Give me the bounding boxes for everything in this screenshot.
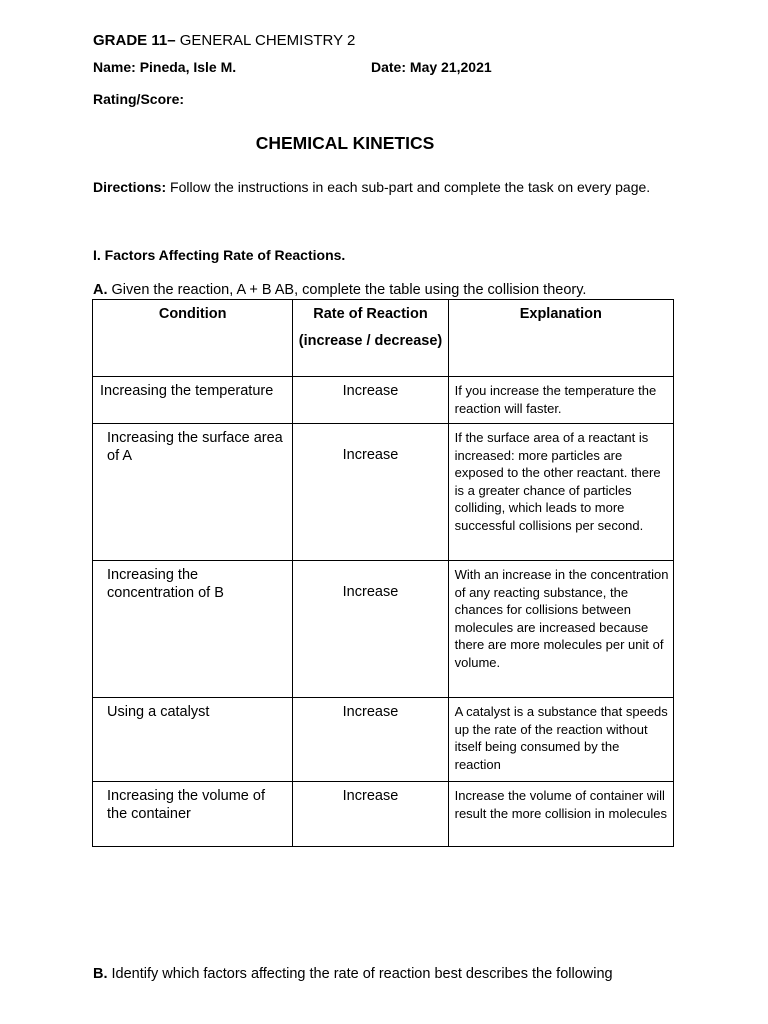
header-condition: Condition <box>93 300 293 377</box>
header-rate-title: Rate of Reaction <box>313 306 428 322</box>
row-rate: Increase <box>293 782 448 847</box>
row-condition: Using a catalyst <box>93 698 293 782</box>
header-explanation: Explanation <box>448 300 673 377</box>
date-line <box>371 59 492 76</box>
row-rate: Increase <box>293 424 448 561</box>
header-grade-subject <box>93 32 355 49</box>
row-condition: Increasing the surface area of A <box>93 424 293 561</box>
row-explanation: With an increase in the concentration of any reacting substance, the chances for collisions between molecules are increased because there are more molecules per unit of volume. <box>448 561 673 698</box>
row-rate: Increase <box>293 377 448 424</box>
part-a-label: A. <box>93 282 108 298</box>
rating-label: Rating/Score: <box>93 91 185 107</box>
row-explanation: A catalyst is a substance that speeds up the rate of the reaction without itself being consumed by the reaction <box>448 698 673 782</box>
name-line <box>93 59 236 76</box>
table-row <box>93 561 674 698</box>
table-row <box>93 424 674 561</box>
part-a-instruction <box>93 282 586 299</box>
table-row <box>93 782 674 847</box>
part-b-text: Identify which factors affecting the rate of reaction best describes the following <box>107 966 613 982</box>
header-rate-sub: (increase / decrease) <box>298 332 443 349</box>
row-condition: Increasing the temperature <box>93 377 293 424</box>
table-header-row <box>93 300 674 377</box>
header-rate <box>293 300 448 377</box>
row-explanation: If you increase the temperature the reaction will faster. <box>448 377 673 424</box>
date-label: Date: <box>371 59 410 75</box>
part-b-instruction <box>93 966 613 983</box>
grade-label: GRADE 11– <box>93 32 176 49</box>
page-title: CHEMICAL KINETICS <box>255 133 435 153</box>
subject-label: GENERAL CHEMISTRY 2 <box>175 32 356 49</box>
part-b-label: B. <box>93 966 108 982</box>
name-label: Name: <box>93 59 140 75</box>
directions <box>93 179 693 196</box>
row-explanation: If the surface area of a reactant is increased: more particles are exposed to the other reactant. there is a greater chance of particles colliding, which leads to more successful collisions per second. <box>448 424 673 561</box>
table-row <box>93 698 674 782</box>
section-1-title: I. Factors Affecting Rate of Reactions. <box>93 247 346 263</box>
part-a-text: Given the reaction, A + B AB, complete the table using the collision theory. <box>107 282 587 298</box>
name-value: Pineda, Isle M. <box>139 59 237 75</box>
directions-text: Follow the instructions in each sub-part and complete the task on every page. <box>166 179 651 195</box>
directions-label: Directions: <box>93 179 167 195</box>
row-explanation: Increase the volume of container will result the more collision in molecules <box>448 782 673 847</box>
row-rate: Increase <box>293 698 448 782</box>
row-condition: Increasing the volume of the container <box>93 782 293 847</box>
kinetics-table <box>92 299 674 847</box>
date-value: May 21,2021 <box>409 59 492 75</box>
row-condition: Increasing the concentration of B <box>93 561 293 698</box>
table-row <box>93 377 674 424</box>
row-rate: Increase <box>293 561 448 698</box>
